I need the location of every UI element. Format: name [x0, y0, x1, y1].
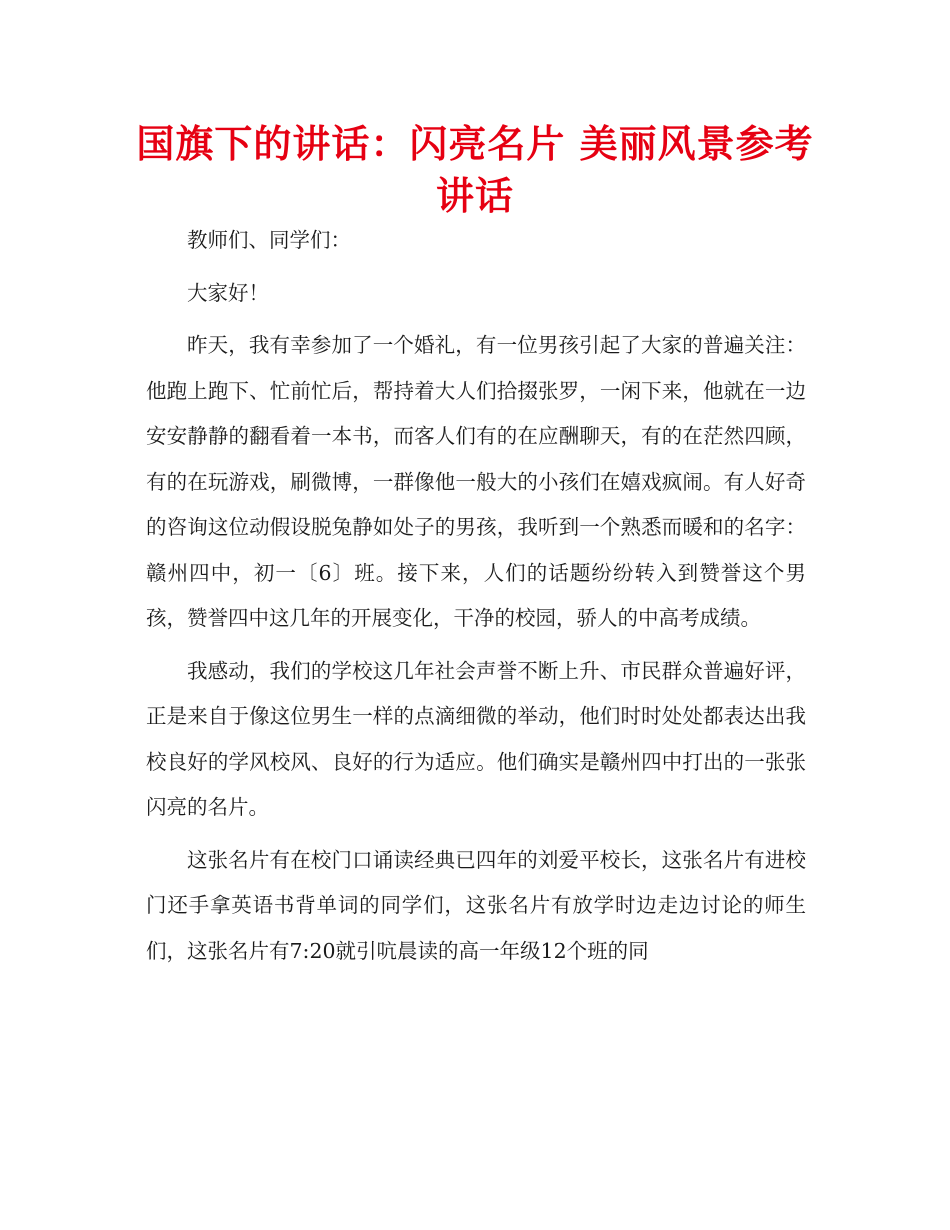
paragraph-1: 昨天，我有幸参加了一个婚礼，有一位男孩引起了大家的普遍关注：他跑上跑下、忙前忙后，帮持着大人们拾掇张罗，一闲下来，他就在一边安安静静的翻看着一本书，而客人们有的在应酬聊天，有的在茫然四顾，有的在玩游戏，刷微博，一群像他一般大的小孩们在嬉戏疯闹。有人好奇的咨询这位动假设脱兔静如处子的男孩，我听到一个熟悉而暖和的名字：赣州四中，初一〔6〕班。接下来，人们的话题纷纷转入到赞誉这个男孩，赞誉四中这几年的开展变化，干净的校园，骄人的中高考成绩。: [146, 333, 806, 630]
paragraph-2: 我感动，我们的学校这几年社会声誉不断上升、市民群众普遍好评，正是来自于像这位男生一样的点滴细微的举动，他们时时处处都表达出我校良好的学风校风、良好的行为适应。他们确实是赣州四中打出的一张张闪亮的名片。: [146, 658, 806, 819]
document-title: 国旗下的讲话：闪亮名片 美丽风景参考讲话: [136, 122, 814, 218]
document-body: [146, 218, 806, 981]
paragraph-3: 这张名片有在校门口诵读经典已四年的刘爱平校长，这张名片有进校门还手拿英语书背单词的同学们，这张名片有放学时边走边讨论的师生们，这张名片有7:20就引吭晨读的高一年级12个班的同: [146, 847, 806, 963]
greeting: 大家好！: [187, 280, 269, 305]
salutation: 教师们、同学们：: [187, 228, 351, 252]
